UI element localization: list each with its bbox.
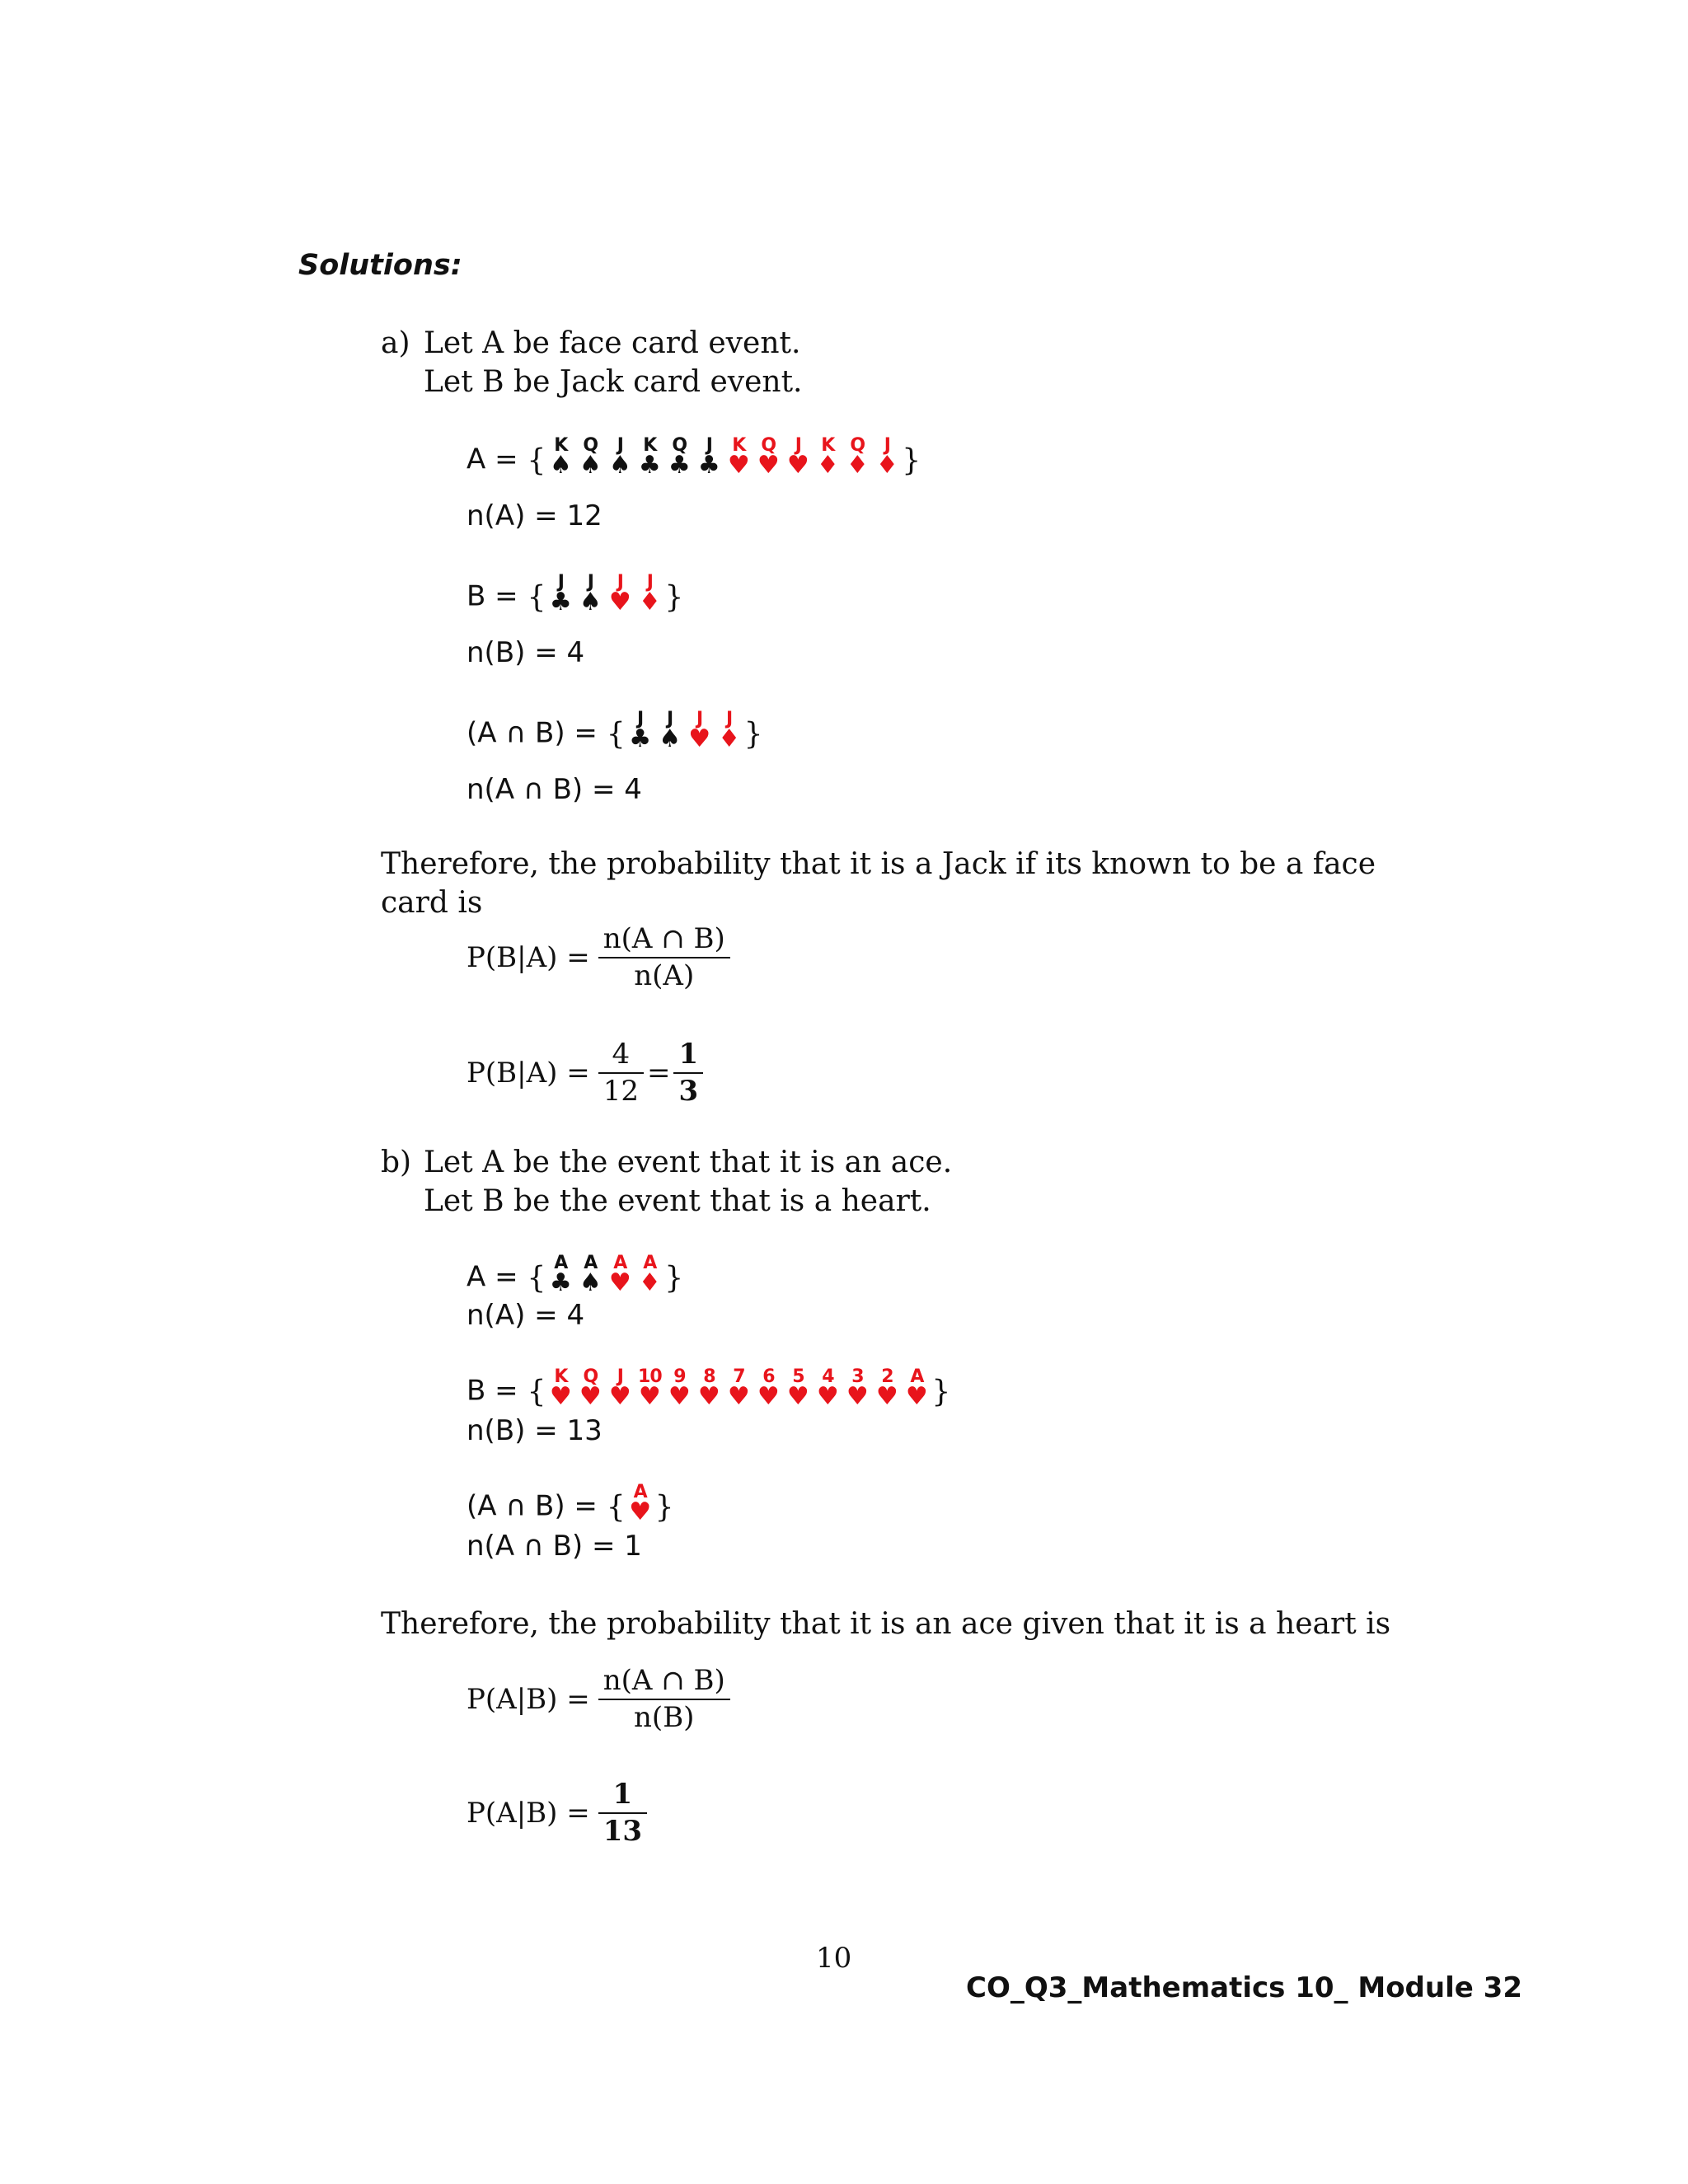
playing-card: [784, 1368, 812, 1416]
part-b-formula: [467, 1663, 730, 1735]
card-suit-icon: ♥: [757, 1382, 780, 1411]
part-b-label: b): [381, 1146, 412, 1179]
card-rank: A: [643, 1253, 657, 1273]
playing-card: [724, 1368, 753, 1416]
card-suit-icon: ♣: [629, 724, 652, 753]
part-b-set-a: [467, 1254, 683, 1302]
card-suit-icon: ♥: [638, 1382, 661, 1411]
playing-card: [635, 1368, 663, 1416]
card-suit-icon: ♦: [638, 588, 661, 616]
card-rank: 4: [822, 1366, 834, 1387]
card-rank: J: [706, 435, 712, 456]
card-suit-icon: ♥: [629, 1497, 652, 1526]
close-brace-icon: }: [654, 1490, 674, 1525]
card-suit-icon: ♥: [549, 1382, 572, 1411]
card-rank: A: [584, 1253, 598, 1273]
close-brace-icon: }: [664, 580, 684, 615]
part-b-line2: Let B be the event that is a heart.: [424, 1184, 931, 1218]
numerator: 1: [678, 1038, 699, 1071]
playing-card: [754, 437, 782, 485]
fraction: [598, 921, 730, 993]
card-rank: J: [617, 572, 623, 593]
playing-card: [635, 574, 663, 621]
card-rank: J: [587, 572, 593, 593]
part-a-result: [467, 1037, 703, 1108]
playing-card: [843, 1368, 871, 1416]
card-rank: J: [646, 572, 653, 593]
card-suit-icon: ♥: [608, 588, 631, 616]
fraction: [598, 1663, 730, 1735]
card-rank: 2: [881, 1366, 893, 1387]
part-b-set-b: [467, 1368, 950, 1416]
card-rank: Q: [850, 435, 865, 456]
card-suit-icon: ♥: [668, 1382, 691, 1411]
card-suit-icon: ♥: [727, 451, 750, 480]
solutions-heading: Solutions:: [298, 249, 462, 282]
part-b-set-ab: [467, 1483, 674, 1531]
open-brace-icon: {: [527, 580, 546, 615]
card-suit-icon: ♣: [668, 451, 691, 480]
playing-card: [576, 574, 604, 621]
close-brace-icon: }: [743, 717, 763, 752]
playing-card: [695, 1368, 723, 1416]
playing-card: [576, 1254, 604, 1302]
part-b-result: [467, 1777, 647, 1849]
formula-lhs: P(B|A) =: [467, 940, 590, 974]
playing-card: [686, 710, 714, 758]
card-rank: J: [557, 572, 564, 593]
card-rank: Q: [672, 435, 687, 456]
playing-card: [626, 710, 654, 758]
card-suit-icon: ♠: [579, 588, 602, 616]
card-suit-icon: ♥: [688, 724, 711, 753]
open-brace-icon: {: [527, 1261, 546, 1296]
card-suit-icon: ♥: [579, 1382, 602, 1411]
numerator: n(A ∩ B): [603, 922, 725, 955]
formula-lhs: P(A|B) =: [467, 1682, 590, 1716]
card-suit-icon: ♥: [846, 1382, 869, 1411]
fraction: [598, 1037, 644, 1108]
playing-card: [695, 437, 723, 485]
part-b-n-a: n(A) = 4: [467, 1299, 585, 1332]
numerator: n(A ∩ B): [603, 1664, 725, 1697]
playing-card: [814, 437, 842, 485]
card-rank: Q: [761, 435, 776, 456]
card-rank: J: [617, 1366, 623, 1387]
playing-card: [715, 710, 743, 758]
card-list: [626, 710, 744, 758]
playing-card: [754, 1368, 782, 1416]
part-a-conclusion-line1: Therefore, the probability that it is a Jack if its known to be a face: [381, 847, 1376, 881]
set-lhs: B =: [467, 1374, 518, 1408]
card-suit-icon: ♠: [579, 1268, 602, 1297]
part-a-conclusion-line2: card is: [381, 886, 483, 920]
card-rank: Q: [583, 1366, 598, 1387]
card-list: [546, 1254, 664, 1302]
card-rank: K: [554, 435, 568, 456]
card-list: [546, 574, 664, 621]
playing-card: [576, 1368, 604, 1416]
card-suit-icon: ♥: [697, 1382, 720, 1411]
part-b-n-b: n(B) = 13: [467, 1414, 603, 1447]
card-suit-icon: ♣: [549, 588, 572, 616]
card-suit-icon: ♥: [786, 1382, 809, 1411]
card-rank: 9: [673, 1366, 686, 1387]
card-suit-icon: ♥: [905, 1382, 928, 1411]
playing-card: [546, 1368, 574, 1416]
playing-card: [606, 1254, 634, 1302]
fraction: [673, 1037, 703, 1108]
playing-card: [606, 574, 634, 621]
card-suit-icon: ♥: [727, 1382, 750, 1411]
card-rank: 5: [792, 1366, 804, 1387]
playing-card: [576, 437, 604, 485]
card-suit-icon: ♦: [638, 1268, 661, 1297]
playing-card: [546, 1254, 574, 1302]
playing-card: [784, 437, 812, 485]
playing-card: [546, 574, 574, 621]
card-rank: 3: [851, 1366, 864, 1387]
set-lhs: (A ∩ B) =: [467, 1489, 598, 1523]
card-rank: 10: [638, 1366, 662, 1387]
card-rank: J: [667, 709, 673, 729]
part-a-label: a): [381, 326, 410, 360]
card-suit-icon: ♣: [549, 1268, 572, 1297]
equals-sign: =: [646, 1056, 671, 1090]
close-brace-icon: }: [902, 443, 921, 478]
playing-card: [546, 437, 574, 485]
playing-card: [635, 1254, 663, 1302]
card-rank: K: [554, 1366, 568, 1387]
playing-card: [724, 437, 753, 485]
denominator: 13: [603, 1814, 643, 1848]
card-rank: J: [637, 709, 644, 729]
part-a-n-b: n(B) = 4: [467, 636, 585, 669]
part-b-n-ab: n(A ∩ B) = 1: [467, 1530, 642, 1563]
part-b-line1: Let A be the event that it is an ace.: [424, 1146, 953, 1179]
fraction: [598, 1777, 647, 1849]
close-brace-icon: }: [664, 1261, 684, 1296]
card-rank: A: [613, 1253, 627, 1273]
open-brace-icon: {: [527, 443, 546, 478]
card-suit-icon: ♠: [549, 451, 572, 480]
card-rank: J: [696, 709, 703, 729]
card-suit-icon: ♠: [608, 451, 631, 480]
card-rank: A: [554, 1253, 568, 1273]
playing-card: [606, 1368, 634, 1416]
set-lhs: B =: [467, 579, 518, 613]
card-suit-icon: ♦: [875, 451, 898, 480]
open-brace-icon: {: [527, 1375, 546, 1409]
denominator: n(A): [634, 958, 695, 992]
close-brace-icon: }: [931, 1375, 951, 1409]
playing-card: [814, 1368, 842, 1416]
card-suit-icon: ♠: [659, 724, 682, 753]
card-suit-icon: ♦: [846, 451, 869, 480]
denominator: 3: [678, 1074, 699, 1108]
part-a-formula: [467, 921, 730, 993]
card-suit-icon: ♥: [608, 1268, 631, 1297]
card-rank: 8: [703, 1366, 715, 1387]
card-suit-icon: ♥: [786, 451, 809, 480]
result-lhs: P(A|B) =: [467, 1796, 590, 1830]
card-list: [626, 1483, 655, 1531]
part-a-set-b: [467, 574, 683, 621]
card-rank: A: [910, 1366, 924, 1387]
card-suit-icon: ♦: [816, 451, 839, 480]
open-brace-icon: {: [606, 717, 626, 752]
playing-card: [635, 437, 663, 485]
card-suit-icon: ♠: [579, 451, 602, 480]
card-suit-icon: ♣: [638, 451, 661, 480]
playing-card: [843, 437, 871, 485]
numerator: 4: [612, 1038, 631, 1071]
part-a-line2: Let B be Jack card event.: [424, 365, 803, 399]
numerator: 1: [612, 1778, 633, 1811]
card-rank: A: [633, 1482, 647, 1502]
card-suit-icon: ♣: [697, 451, 720, 480]
card-rank: 6: [762, 1366, 775, 1387]
denominator: 12: [603, 1074, 639, 1108]
card-rank: Q: [583, 435, 598, 456]
set-lhs: A =: [467, 1260, 518, 1294]
result-lhs: P(B|A) =: [467, 1056, 590, 1090]
card-rank: J: [884, 435, 890, 456]
card-rank: J: [726, 709, 733, 729]
card-rank: K: [643, 435, 657, 456]
part-a-line1: Let A be face card event.: [424, 326, 801, 360]
playing-card: [903, 1368, 931, 1416]
card-rank: 7: [733, 1366, 745, 1387]
part-a-set-ab: [467, 710, 763, 758]
card-suit-icon: ♦: [718, 724, 741, 753]
card-rank: K: [732, 435, 746, 456]
footer-module-label: CO_Q3_Mathematics 10_ Module 32: [966, 1971, 1522, 2004]
playing-card: [606, 437, 634, 485]
part-a-set-a: [467, 437, 921, 485]
open-brace-icon: {: [606, 1490, 626, 1525]
denominator: n(B): [634, 1700, 695, 1734]
set-lhs: (A ∩ B) =: [467, 716, 598, 750]
part-a-n-ab: n(A ∩ B) = 4: [467, 773, 642, 806]
card-rank: J: [795, 435, 801, 456]
playing-card: [665, 1368, 693, 1416]
playing-card: [873, 1368, 901, 1416]
card-suit-icon: ♥: [816, 1382, 839, 1411]
card-suit-icon: ♥: [757, 451, 780, 480]
part-a-n-a: n(A) = 12: [467, 499, 603, 532]
card-suit-icon: ♥: [875, 1382, 898, 1411]
card-list: [546, 1368, 931, 1416]
card-rank: K: [821, 435, 835, 456]
playing-card: [626, 1483, 654, 1531]
card-suit-icon: ♥: [608, 1382, 631, 1411]
playing-card: [873, 437, 901, 485]
playing-card: [665, 437, 693, 485]
playing-card: [656, 710, 684, 758]
card-list: [546, 437, 902, 485]
card-rank: J: [617, 435, 623, 456]
page-number: 10: [816, 1942, 852, 1975]
part-b-conclusion: Therefore, the probability that it is an ace given that it is a heart is: [381, 1607, 1391, 1641]
set-lhs: A =: [467, 443, 518, 476]
